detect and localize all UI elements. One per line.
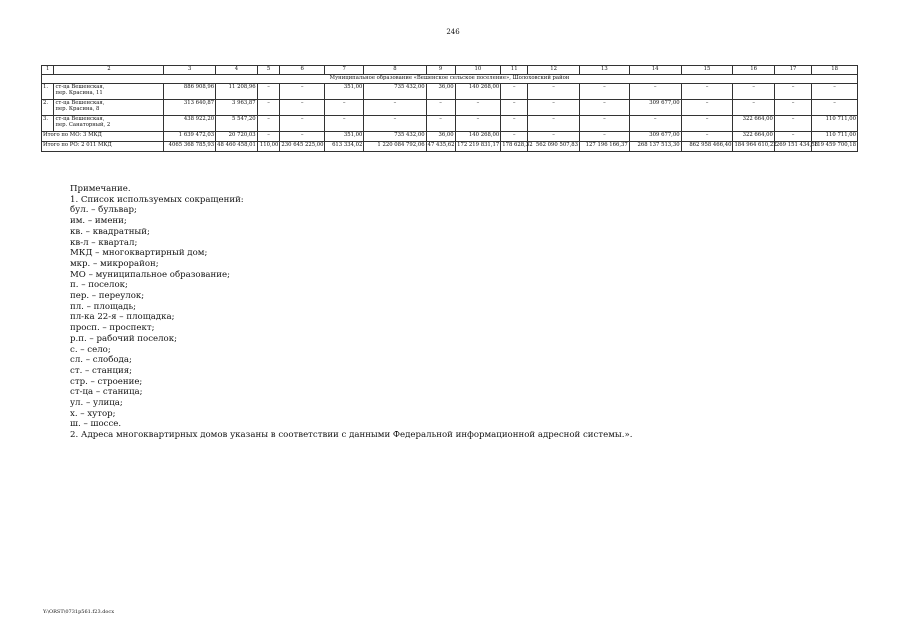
value-cell: 36,00 — [426, 84, 455, 100]
table-row — [42, 84, 858, 100]
column-header: 1 — [42, 66, 54, 75]
column-header: 2 — [54, 66, 164, 75]
value-cell: 886 908,96 — [164, 84, 216, 100]
value-cell: 178 628,32 — [501, 142, 528, 152]
value-cell: – — [257, 84, 280, 100]
value-cell: – — [812, 100, 858, 116]
address-cell — [54, 100, 164, 116]
municipality-row — [42, 75, 858, 84]
column-header: 13 — [580, 66, 630, 75]
value-cell: – — [364, 116, 426, 132]
value-cell: 613 334,02 — [325, 142, 364, 152]
abbreviation-item: ш. – шоссе. — [70, 419, 122, 430]
row-number: 2. — [42, 100, 54, 116]
value-cell: – — [325, 100, 364, 116]
column-header: 3 — [164, 66, 216, 75]
table-row — [42, 100, 858, 116]
abbreviation-item: пл. – площадь; — [70, 301, 137, 312]
value-cell: 438 922,20 — [164, 116, 216, 132]
value-cell: 140 268,00 — [455, 84, 501, 100]
value-cell: – — [501, 84, 528, 100]
value-cell: – — [528, 100, 580, 116]
value-cell: – — [501, 132, 528, 142]
abbreviation-item: пер. – переулок; — [70, 291, 145, 302]
value-cell: – — [325, 116, 364, 132]
value-cell: – — [364, 100, 426, 116]
value-cell: 1 220 084 792,06 — [364, 142, 426, 152]
column-header: 5 — [257, 66, 280, 75]
total-label: Итого по МО: 3 МКД — [42, 132, 164, 142]
value-cell: – — [629, 116, 681, 132]
total-mo-row — [42, 132, 858, 142]
column-header: 9 — [426, 66, 455, 75]
value-cell: 230 645 225,00 — [280, 142, 325, 152]
value-cell: 3 963,87 — [216, 100, 257, 116]
value-cell: – — [280, 116, 325, 132]
address-line-1: ст-ца Вешенская, — [55, 116, 105, 122]
value-cell: 47 435,62 — [426, 142, 455, 152]
value-cell: 1 639 472,03 — [164, 132, 216, 142]
value-cell: – — [501, 100, 528, 116]
value-cell: – — [733, 84, 774, 100]
abbreviation-item: кв-л – квартал; — [70, 237, 138, 248]
value-cell: 48 460 458,01 — [216, 142, 257, 152]
value-cell: 309 677,00 — [629, 132, 681, 142]
total-ro-row — [42, 142, 858, 152]
column-header: 8 — [364, 66, 426, 75]
value-cell: 110 711,00 — [812, 116, 858, 132]
value-cell: 36,00 — [426, 132, 455, 142]
notes-item-1: 1. Список используемых сокращений: — [70, 194, 244, 205]
value-cell: – — [774, 84, 811, 100]
value-cell: 119 459 700,18 — [812, 142, 858, 152]
value-cell: – — [733, 100, 774, 116]
abbreviation-list — [70, 205, 632, 430]
address-line-2: пер. Красина, 11 — [55, 90, 103, 96]
value-cell: 110,00 — [257, 142, 280, 152]
value-cell: 309 677,00 — [629, 100, 681, 116]
column-header: 18 — [812, 66, 858, 75]
abbreviation-item: ул. – улица; — [70, 398, 123, 409]
abbreviation-item: пл-ка 22-я – площадка; — [70, 312, 175, 323]
value-cell: – — [580, 100, 630, 116]
value-cell: – — [257, 116, 280, 132]
value-cell: 313 640,87 — [164, 100, 216, 116]
value-cell: – — [501, 116, 528, 132]
abbreviation-item: им. – имени; — [70, 216, 127, 227]
row-number: 3. — [42, 116, 54, 132]
column-header: 14 — [629, 66, 681, 75]
value-cell: 322 664,00 — [733, 132, 774, 142]
notes-item-2: 2. Адреса многоквартирных домов указаны в соответствии с данными Федеральной информационной адресной системы.». — [70, 430, 633, 441]
value-cell: 351,00 — [325, 132, 364, 142]
value-cell: – — [580, 84, 630, 100]
value-cell: – — [426, 100, 455, 116]
page-number: 246 — [446, 28, 460, 36]
value-cell: – — [681, 100, 733, 116]
abbreviation-item: бул. – бульвар; — [70, 205, 137, 216]
column-header: 11 — [501, 66, 528, 75]
column-header: 17 — [774, 66, 811, 75]
value-cell: – — [681, 84, 733, 100]
value-cell: – — [426, 116, 455, 132]
column-header: 7 — [325, 66, 364, 75]
notes-title: Примечание. — [70, 184, 131, 194]
value-cell: – — [455, 116, 501, 132]
value-cell: 735 432,00 — [364, 132, 426, 142]
value-cell: 562 090 507,83 — [528, 142, 580, 152]
value-cell: 11 208,96 — [216, 84, 257, 100]
address-line-2: пер. Красина, 8 — [55, 106, 100, 112]
value-cell: – — [455, 100, 501, 116]
abbreviation-item: с. – село; — [70, 344, 111, 355]
value-cell: 172 219 831,17 — [455, 142, 501, 152]
column-header: 6 — [280, 66, 325, 75]
abbreviation-item: стр. – строение; — [70, 376, 143, 387]
value-cell: – — [528, 84, 580, 100]
column-header: 16 — [733, 66, 774, 75]
abbreviation-item: п. – поселок; — [70, 280, 128, 291]
value-cell: 110 711,00 — [812, 132, 858, 142]
value-cell: – — [774, 132, 811, 142]
abbreviation-item: ст-ца – станица; — [70, 387, 143, 398]
column-header: 12 — [528, 66, 580, 75]
value-cell: 127 196 166,37 — [580, 142, 630, 152]
abbreviation-item: ст. – станция; — [70, 365, 133, 376]
data-table — [41, 65, 858, 152]
address-line-1: ст-ца Вешенская, — [55, 84, 105, 90]
value-cell: – — [681, 132, 733, 142]
value-cell: – — [580, 132, 630, 142]
value-cell: – — [812, 84, 858, 100]
table-row — [42, 116, 858, 132]
value-cell: 351,00 — [325, 84, 364, 100]
abbreviation-item: р.п. – рабочий поселок; — [70, 333, 177, 344]
value-cell: 269 151 434,58 — [774, 142, 811, 152]
value-cell: 4065 368 785,93 — [164, 142, 216, 152]
abbreviation-item: мкр. – микрорайон; — [70, 258, 159, 269]
total-label: Итого по РО: 2 011 МКД — [42, 142, 164, 152]
value-cell: – — [580, 116, 630, 132]
header-row — [42, 66, 858, 75]
value-cell: – — [629, 84, 681, 100]
value-cell: – — [528, 116, 580, 132]
abbreviation-item: МО – муниципальное образование; — [70, 269, 230, 280]
value-cell: 862 958 466,40 — [681, 142, 733, 152]
column-header: 10 — [455, 66, 501, 75]
notes-section — [70, 184, 632, 441]
municipality-label: Муниципальное образование «Вешенское сельское поселение», Шолоховский район — [42, 75, 858, 84]
value-cell: 5 547,20 — [216, 116, 257, 132]
abbreviation-item: МКД – многоквартирный дом; — [70, 248, 208, 259]
value-cell: – — [528, 132, 580, 142]
value-cell: 20 720,03 — [216, 132, 257, 142]
value-cell: – — [257, 132, 280, 142]
abbreviation-item: х. – хутор; — [70, 408, 116, 419]
value-cell: – — [280, 84, 325, 100]
value-cell: – — [774, 100, 811, 116]
value-cell: – — [280, 132, 325, 142]
abbreviation-item: кв. – квадратный; — [70, 226, 150, 237]
value-cell: – — [774, 116, 811, 132]
value-cell: 184 964 610,22 — [733, 142, 774, 152]
value-cell: – — [681, 116, 733, 132]
abbreviation-item: сл. – слобода; — [70, 355, 132, 366]
value-cell: 268 137 513,30 — [629, 142, 681, 152]
value-cell: – — [257, 100, 280, 116]
abbreviation-item: просп. – проспект; — [70, 323, 155, 334]
value-cell: 140 268,00 — [455, 132, 501, 142]
value-cell: 322 664,00 — [733, 116, 774, 132]
address-cell — [54, 116, 164, 132]
address-line-1: ст-ца Вешенская, — [55, 100, 105, 106]
address-line-2: пер. Санаторный, 2 — [55, 122, 111, 128]
row-number: 1. — [42, 84, 54, 100]
value-cell: 735 432,00 — [364, 84, 426, 100]
value-cell: – — [280, 100, 325, 116]
file-path-footer: Y:\ORST\0731p561.f23.docx — [43, 609, 115, 615]
column-header: 15 — [681, 66, 733, 75]
column-header: 4 — [216, 66, 257, 75]
address-cell — [54, 84, 164, 100]
